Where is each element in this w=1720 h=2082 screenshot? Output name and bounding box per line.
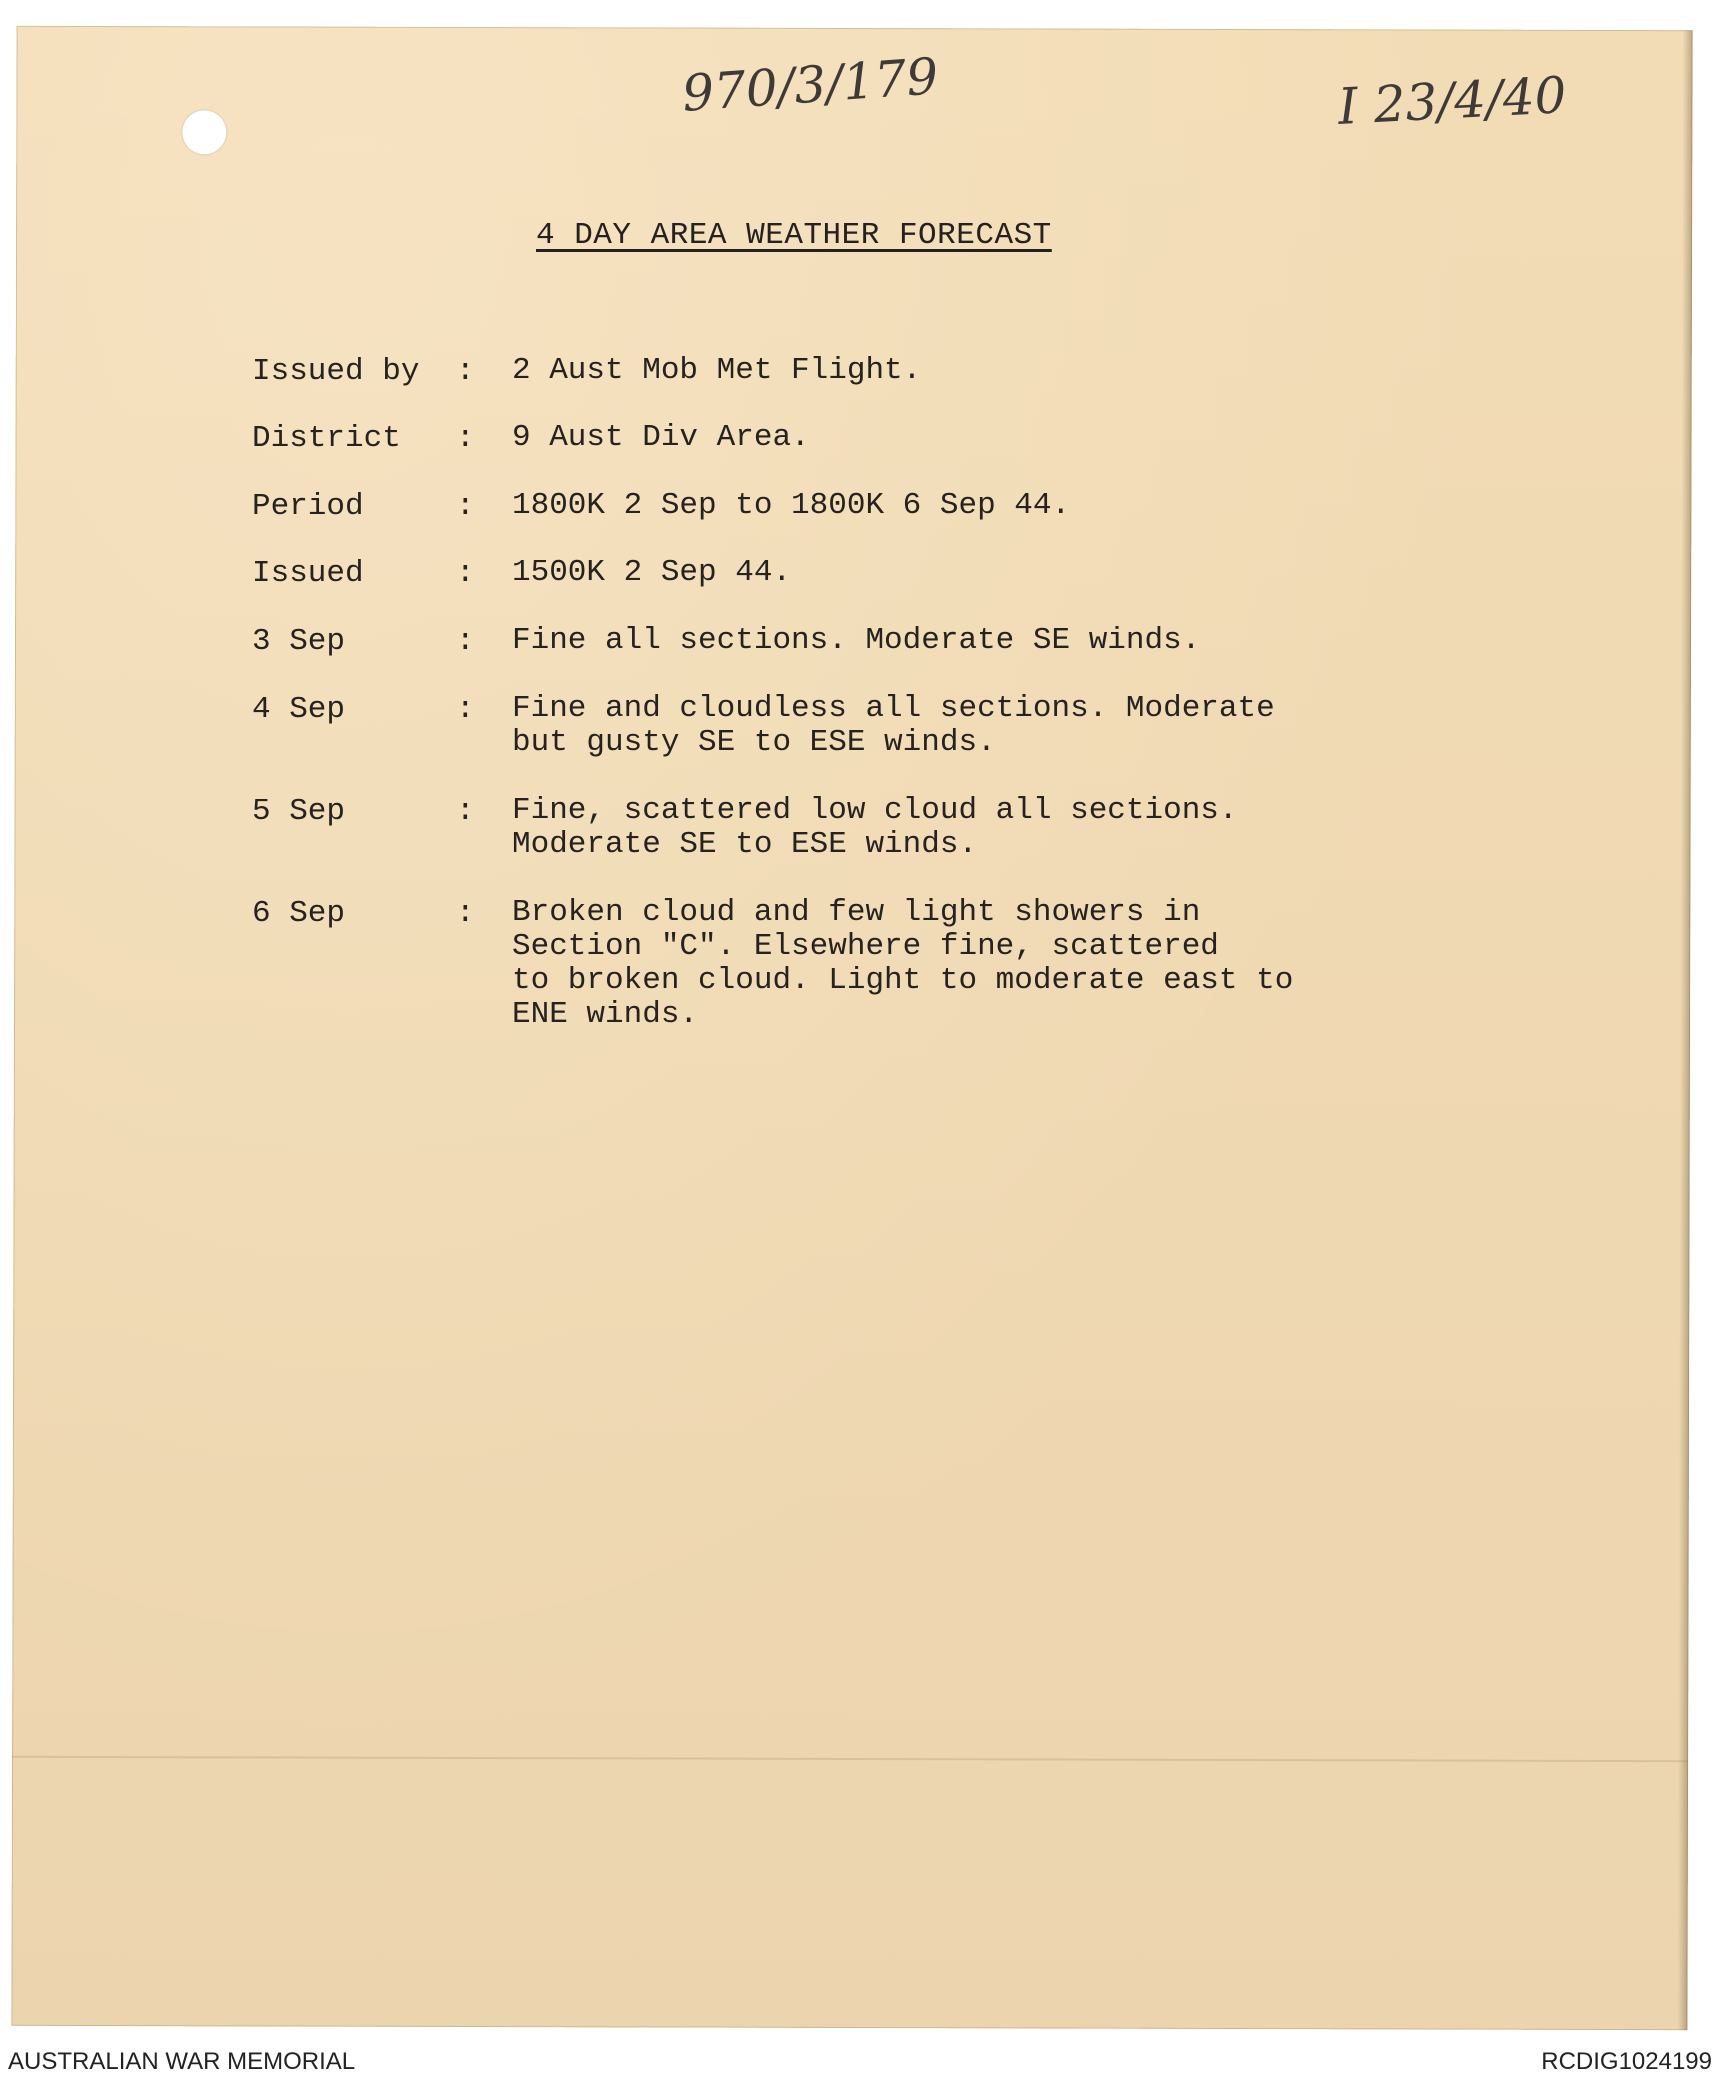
forecast-line: Broken cloud and few light showers in xyxy=(512,895,1201,930)
forecast-line: Moderate SE to ESE winds. xyxy=(512,827,978,862)
field-separator: : xyxy=(456,692,475,727)
forecast-day-label: 6 Sep xyxy=(252,896,346,931)
punch-hole xyxy=(182,110,226,154)
footer-id: RCDIG1024199 xyxy=(1541,2048,1712,2075)
field-separator: : xyxy=(456,489,475,524)
field-value: 1800K 2 Sep to 1800K 6 Sep 44. xyxy=(512,488,1071,523)
footer-source: AUSTRALIAN WAR MEMORIAL xyxy=(8,2048,356,2075)
forecast-line: but gusty SE to ESE winds. xyxy=(512,725,996,760)
field-value: 2 Aust Mob Met Flight. xyxy=(512,353,922,388)
document-title: 4 DAY AREA WEATHER FORECAST xyxy=(536,218,1052,253)
handwritten-reference-number: 970/3/179 xyxy=(680,47,941,123)
field-separator: : xyxy=(456,354,475,389)
field-label: Issued xyxy=(252,556,364,591)
paper-edge-shadow xyxy=(1677,30,1692,2030)
field-separator: : xyxy=(456,421,475,456)
forecast-text xyxy=(512,692,1275,760)
forecast-line: to broken cloud. Light to moderate east to xyxy=(512,963,1294,998)
field-value: 9 Aust Div Area. xyxy=(512,420,810,455)
forecast-day-label: 4 Sep xyxy=(252,692,346,727)
handwritten-annotation: I 23/4/40 xyxy=(1336,66,1568,136)
forecast-line: ENE winds. xyxy=(512,997,699,1032)
field-separator: : xyxy=(456,794,475,829)
forecast-text xyxy=(512,794,1238,862)
field-separator: : xyxy=(456,896,475,931)
forecast-text xyxy=(512,896,1293,1032)
forecast-line: Fine, scattered low cloud all sections. xyxy=(512,793,1238,828)
forecast-line: Fine all sections. Moderate SE winds. xyxy=(512,623,1201,658)
forecast-text xyxy=(512,624,1200,658)
forecast-day-label: 5 Sep xyxy=(252,794,346,829)
field-label: District xyxy=(252,421,401,456)
forecast-line: Fine and cloudless all sections. Moderate xyxy=(512,691,1275,726)
field-label: Period xyxy=(252,489,364,524)
field-value: 1500K 2 Sep 44. xyxy=(512,555,792,590)
field-separator: : xyxy=(456,556,475,591)
field-separator: : xyxy=(456,624,475,659)
forecast-line: Section "C". Elsewhere fine, scattered xyxy=(512,929,1219,964)
forecast-day-label: 3 Sep xyxy=(252,624,346,659)
field-label: Issued by xyxy=(252,354,420,389)
fold-crease xyxy=(12,1756,1688,1762)
